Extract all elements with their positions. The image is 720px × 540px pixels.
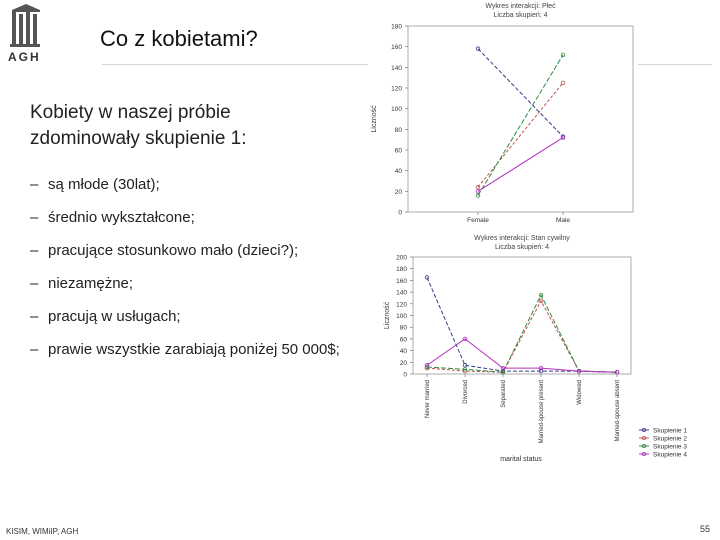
dash-icon: – bbox=[30, 341, 39, 358]
y-tick-label: 140 bbox=[396, 289, 407, 297]
data-point bbox=[561, 81, 565, 85]
y-tick-label: 160 bbox=[396, 277, 407, 285]
y-tick-label: 20 bbox=[394, 188, 402, 196]
chart-title: Wykres interakcji: Stan cywilny bbox=[474, 235, 570, 242]
x-tick-label: Married-spouse present bbox=[539, 380, 545, 444]
legend-label: Skupienie 3 bbox=[653, 443, 687, 451]
series-line bbox=[427, 301, 617, 372]
legend-label: Skupienie 2 bbox=[653, 435, 687, 443]
plot-area bbox=[413, 257, 631, 374]
slide-title: Co z kobietami? bbox=[100, 26, 258, 51]
y-tick-label: 100 bbox=[396, 313, 407, 320]
x-tick-label: Widowed bbox=[577, 380, 583, 405]
dash-icon: – bbox=[30, 308, 39, 325]
bullet-item: – są młode (30lat); bbox=[30, 168, 340, 201]
logo-text: AGH bbox=[8, 50, 41, 64]
y-tick-label: 200 bbox=[396, 254, 407, 262]
y-tick-label: 0 bbox=[398, 209, 402, 217]
dash-icon: – bbox=[30, 176, 39, 193]
series-line bbox=[427, 277, 617, 372]
y-axis-label: Liczność bbox=[384, 301, 391, 330]
bullet-item: – pracujące stosunkowo mało (dzieci?); bbox=[30, 234, 340, 267]
chart-marital-svg bbox=[381, 232, 695, 465]
intro-text: Kobiety w naszej próbie zdominowały skupienie 1: bbox=[30, 102, 247, 149]
y-tick-label: 180 bbox=[391, 23, 402, 31]
series-line bbox=[478, 83, 563, 187]
series-line bbox=[478, 55, 563, 196]
chart-gender-interaction bbox=[368, 0, 638, 228]
y-tick-label: 180 bbox=[396, 266, 407, 274]
chart-title: Liczba skupień: 4 bbox=[493, 12, 548, 19]
x-tick-label: Female bbox=[467, 217, 489, 224]
y-tick-label: 0 bbox=[403, 371, 407, 379]
y-tick-label: 60 bbox=[399, 336, 407, 344]
chart-gender-svg bbox=[368, 0, 638, 228]
bullet-item: – prawie wszystkie zarabiają poniżej 50 000$; bbox=[30, 333, 340, 366]
plot-area bbox=[408, 26, 633, 212]
x-axis-label: marital status bbox=[500, 456, 542, 463]
y-tick-label: 80 bbox=[394, 126, 402, 134]
y-tick-label: 80 bbox=[399, 324, 407, 332]
y-tick-label: 120 bbox=[396, 301, 407, 309]
bullet-list bbox=[30, 168, 340, 366]
series-line bbox=[427, 295, 617, 372]
dash-icon: – bbox=[30, 275, 39, 292]
y-tick-label: 40 bbox=[394, 168, 402, 176]
footer-text: KISIM, WIMiIP, AGH bbox=[6, 527, 79, 536]
x-tick-label: Never married bbox=[425, 380, 431, 419]
chart-title: Liczba skupień: 4 bbox=[494, 244, 550, 251]
y-axis-label: Liczność bbox=[371, 105, 378, 133]
y-tick-label: 40 bbox=[399, 348, 407, 356]
chart-title: Wykres interakcji: Płeć bbox=[485, 3, 556, 10]
series-line bbox=[478, 49, 563, 137]
chart-marital-interaction bbox=[381, 232, 695, 465]
data-point bbox=[425, 276, 429, 280]
x-tick-label: Male bbox=[555, 217, 571, 224]
x-tick-label: Separated bbox=[501, 380, 507, 408]
y-tick-label: 60 bbox=[394, 147, 402, 155]
dash-icon: – bbox=[30, 209, 39, 226]
y-tick-label: 120 bbox=[391, 85, 402, 93]
legend-label: Skupienie 4 bbox=[653, 451, 687, 459]
legend-label: Skupienie 1 bbox=[653, 427, 687, 435]
y-tick-label: 140 bbox=[391, 64, 402, 72]
bullet-item: – niezamężne; bbox=[30, 267, 340, 300]
y-tick-label: 20 bbox=[399, 359, 407, 367]
y-tick-label: 100 bbox=[391, 106, 402, 114]
x-tick-label: Married-spouse absent bbox=[615, 380, 621, 442]
bullet-item: – pracują w usługach; bbox=[30, 300, 340, 333]
page-number: 55 bbox=[699, 524, 710, 534]
dash-icon: – bbox=[30, 242, 39, 259]
series-line bbox=[478, 138, 563, 192]
bullet-item: – średnio wykształcone; bbox=[30, 201, 340, 234]
agh-logo bbox=[6, 4, 46, 66]
y-tick-label: 160 bbox=[391, 44, 402, 52]
x-tick-label: Divorced bbox=[463, 380, 469, 404]
